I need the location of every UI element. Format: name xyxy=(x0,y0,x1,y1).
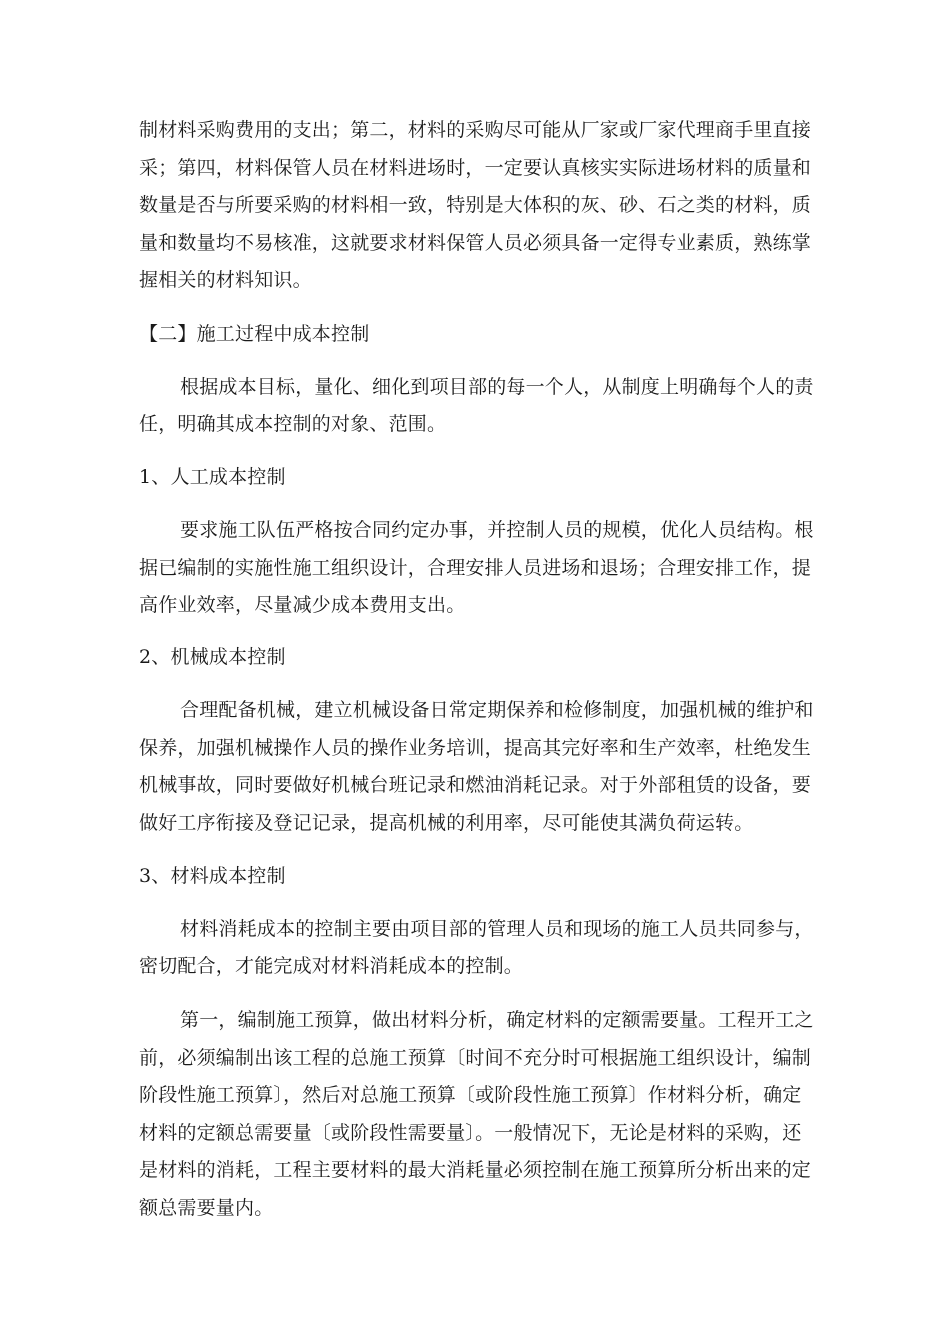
paragraph-line: 根据成本目标，量化、细化到项目部的每一个人，从制度上明确每个人的责 xyxy=(180,376,814,398)
paragraph-line: 要求施工队伍严格按合同约定办事，并控制人员的规模，优化人员结构。根 xyxy=(180,519,814,541)
paragraph-line: 采；第四，材料保管人员在材料进场时，一定要认真核实实际进场材料的质量和 xyxy=(139,157,812,179)
paragraph-line: 保养，加强机械操作人员的操作业务培训，提高其完好率和生产效率，杜绝发生 xyxy=(139,737,812,759)
paragraph-line: 额总需要量内。 xyxy=(139,1197,274,1219)
paragraph-line: 据已编制的实施性施工组织设计，合理安排人员进场和退场；合理安排工作，提 xyxy=(139,557,812,579)
paragraph-line: 阶段性施工预算〕，然后对总施工预算〔或阶段性施工预算〕作材料分析，确定 xyxy=(139,1084,802,1106)
paragraph-line: 密切配合，才能完成对材料消耗成本的控制。 xyxy=(139,955,524,977)
section-heading: 【二】施工过程中成本控制 xyxy=(139,323,370,345)
subsection-heading: 2、机械成本控制 xyxy=(139,646,286,668)
subsection-heading: 3、材料成本控制 xyxy=(139,865,286,887)
paragraph-line: 制材料采购费用的支出；第二，材料的采购尽可能从厂家或厂家代理商手里直接 xyxy=(139,119,812,141)
paragraph-line: 量和数量均不易核准，这就要求材料保管人员必须具备一定得专业素质，熟练掌 xyxy=(139,232,812,254)
paragraph-line: 数量是否与所要采购的材料相一致，特别是大体积的灰、砂、石之类的材料，质 xyxy=(139,194,812,216)
paragraph-line: 前，必须编制出该工程的总施工预算〔时间不充分时可根据施工组织设计，编制 xyxy=(139,1047,812,1069)
paragraph-line: 第一，编制施工预算，做出材料分析，确定材料的定额需要量。工程开工之 xyxy=(180,1009,814,1031)
paragraph-line: 高作业效率，尽量减少成本费用支出。 xyxy=(139,594,466,616)
paragraph-line: 材料消耗成本的控制主要由项目部的管理人员和现场的施工人员共同参与， xyxy=(180,918,814,940)
paragraph-line: 做好工序衔接及登记记录，提高机械的利用率，尽可能使其满负荷运转。 xyxy=(139,812,754,834)
paragraph-line: 材料的定额总需要量〔或阶段性需要量〕。一般情况下，无论是材料的采购，还 xyxy=(139,1122,802,1144)
paragraph-line: 握相关的材料知识。 xyxy=(139,269,312,291)
paragraph-line: 是材料的消耗，工程主要材料的最大消耗量必须控制在施工预算所分析出来的定 xyxy=(139,1159,812,1181)
paragraph-line: 任，明确其成本控制的对象、范围。 xyxy=(139,413,447,435)
subsection-heading: 1、人工成本控制 xyxy=(139,466,286,488)
paragraph-line: 合理配备机械，建立机械设备日常定期保养和检修制度，加强机械的维护和 xyxy=(180,699,814,721)
paragraph-line: 机械事故，同时要做好机械台班记录和燃油消耗记录。对于外部租赁的设备，要 xyxy=(139,774,812,796)
